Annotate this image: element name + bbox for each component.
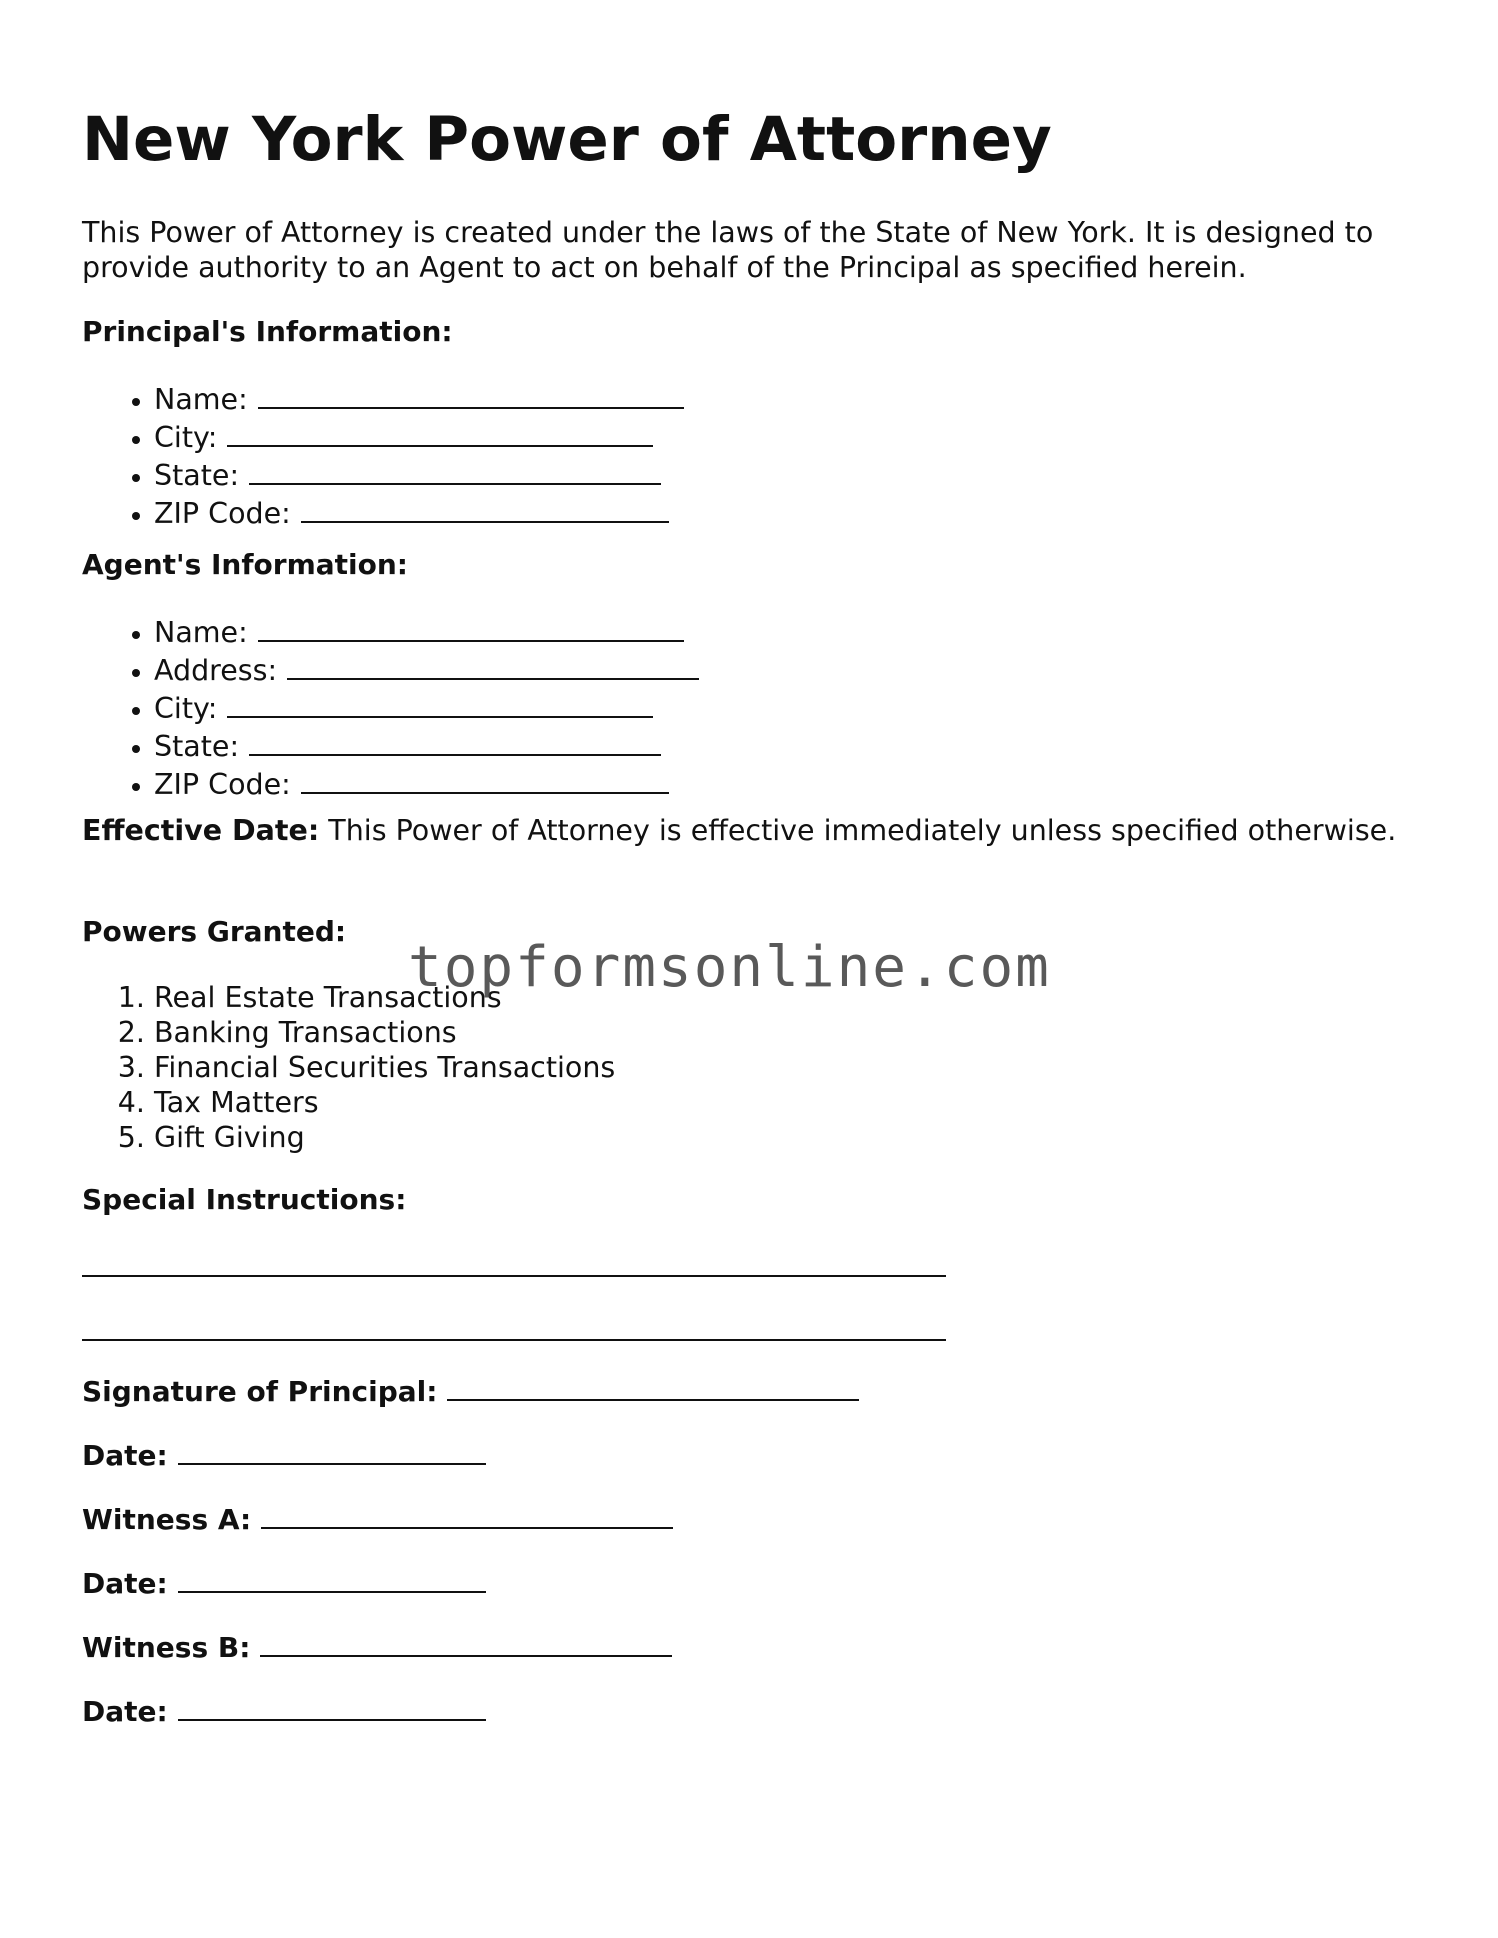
special-instructions-line-1[interactable] bbox=[82, 1275, 946, 1277]
powers-list bbox=[82, 980, 615, 1155]
date-label: Date: bbox=[82, 1695, 168, 1728]
effective-date-label: Effective Date: bbox=[82, 814, 320, 847]
date-blank[interactable] bbox=[178, 1435, 486, 1465]
date-label: Date: bbox=[82, 1439, 168, 1472]
field-label: State: bbox=[154, 459, 240, 492]
principal-signature-row bbox=[82, 1371, 859, 1409]
principal-zip-field bbox=[154, 493, 684, 531]
name-blank[interactable] bbox=[258, 379, 684, 409]
witness-a-blank[interactable] bbox=[261, 1499, 673, 1529]
page-title: New York Power of Attorney bbox=[82, 104, 1052, 175]
principal-signature-blank[interactable] bbox=[447, 1371, 859, 1401]
watermark-text: topformsonline.com bbox=[408, 935, 1051, 1000]
witness-a-row bbox=[82, 1499, 673, 1537]
agent-fields-list bbox=[82, 612, 699, 802]
date-row-2 bbox=[82, 1563, 486, 1601]
field-label: State: bbox=[154, 730, 240, 763]
effective-date-text: This Power of Attorney is effective immediately unless specified otherwise. bbox=[319, 814, 1397, 847]
special-instructions-heading: Special Instructions: bbox=[82, 1183, 407, 1216]
field-label: City: bbox=[154, 421, 218, 454]
power-item: 1. Real Estate Transactions bbox=[154, 980, 615, 1015]
field-label: ZIP Code: bbox=[154, 497, 291, 530]
agent-address-field bbox=[154, 650, 699, 688]
witness-a-label: Witness A: bbox=[82, 1503, 252, 1536]
address-blank[interactable] bbox=[287, 650, 699, 680]
effective-date-paragraph bbox=[82, 813, 1422, 848]
power-item: 3. Financial Securities Transactions bbox=[154, 1050, 615, 1085]
principal-signature-label: Signature of Principal: bbox=[82, 1375, 438, 1408]
date-row-1 bbox=[82, 1435, 486, 1473]
power-item: 5. Gift Giving bbox=[154, 1120, 615, 1155]
power-item: 4. Tax Matters bbox=[154, 1085, 615, 1120]
zip-blank[interactable] bbox=[301, 493, 669, 523]
agent-name-field bbox=[154, 612, 699, 650]
agent-state-field bbox=[154, 726, 699, 764]
date-label: Date: bbox=[82, 1567, 168, 1600]
agent-city-field bbox=[154, 688, 699, 726]
principal-city-field bbox=[154, 417, 684, 455]
field-label: City: bbox=[154, 692, 218, 725]
power-item: 2. Banking Transactions bbox=[154, 1015, 615, 1050]
date-blank[interactable] bbox=[178, 1563, 486, 1593]
city-blank[interactable] bbox=[227, 417, 653, 447]
intro-paragraph: This Power of Attorney is created under the laws of the State of New York. It is designed to provide authority to an Agent to act on behalf of the Principal as specified herein. bbox=[82, 216, 1374, 284]
zip-blank[interactable] bbox=[301, 764, 669, 794]
date-row-3 bbox=[82, 1691, 486, 1729]
field-label: Name: bbox=[154, 383, 248, 416]
special-instructions-line-2[interactable] bbox=[82, 1339, 946, 1341]
witness-b-label: Witness B: bbox=[82, 1631, 251, 1664]
name-blank[interactable] bbox=[258, 612, 684, 642]
field-label: Name: bbox=[154, 616, 248, 649]
principal-state-field bbox=[154, 455, 684, 493]
agent-zip-field bbox=[154, 764, 699, 802]
field-label: ZIP Code: bbox=[154, 768, 291, 801]
witness-b-blank[interactable] bbox=[260, 1627, 672, 1657]
principal-name-field bbox=[154, 379, 684, 417]
state-blank[interactable] bbox=[249, 455, 661, 485]
agent-heading: Agent's Information: bbox=[82, 548, 409, 581]
witness-b-row bbox=[82, 1627, 672, 1665]
field-label: Address: bbox=[154, 654, 278, 687]
date-blank[interactable] bbox=[178, 1691, 486, 1721]
principal-fields-list bbox=[82, 379, 684, 531]
principal-heading: Principal's Information: bbox=[82, 315, 453, 348]
city-blank[interactable] bbox=[227, 688, 653, 718]
powers-heading: Powers Granted: bbox=[82, 915, 347, 948]
state-blank[interactable] bbox=[249, 726, 661, 756]
